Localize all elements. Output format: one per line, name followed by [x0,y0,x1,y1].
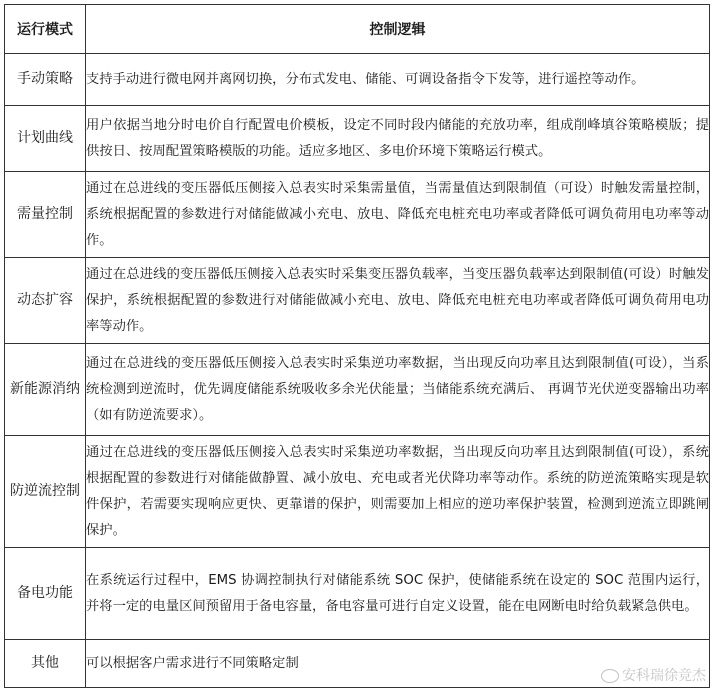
table-row [5,344,710,436]
mode-manual: 手动策略 [5,54,86,106]
mode-renewable: 新能源消纳 [5,344,86,436]
logic-anti-backflow: 通过在总进线的变压器低压侧接入总表实时采集逆功率数据，当出现反向功率且达到限制值(可设），系统根据配置的参数进行对储能做静置、减小放电、充电或者光伏降功率等动作。系统的防逆流策略实现是软件保护，若需要实现响应更快、更靠谱的保护，则需要加上相应的逆功率保护装置，检测到逆流立即跳闸保护。 [86,436,710,548]
mode-anti-backflow: 防逆流控制 [5,436,86,548]
watermark [601,665,706,685]
table-row [5,106,710,172]
logic-backup: 在系统运行过程中，EMS 协调控制执行对储能系统 SOC 保护，使储能系统在设定的 SOC 范围内运行，并将一定的电量区间预留用于备电容量，备电容量可进行自定义设置，能在电网断电时给负载紧急供电。 [86,548,710,640]
logic-renewable: 通过在总进线的变压器低压侧接入总表实时采集逆功率数据，当出现反向功率且达到限制值(可设），当系统检测到逆流时，优先调度储能系统吸收多余光伏能量；当储能系统充满后、 再调节光伏逆变器输出功率（如有防逆流要求）。 [86,344,710,436]
mode-schedule: 计划曲线 [5,106,86,172]
logic-manual: 支持手动进行微电网并离网切换，分布式发电、储能、可调设备指令下发等，进行遥控等动作。 [86,54,710,106]
table-row [5,258,710,344]
table-row [5,54,710,106]
table-header-row [5,5,710,54]
table-row [5,436,710,548]
mode-expansion: 动态扩容 [5,258,86,344]
table-row [5,172,710,258]
strategy-table [4,4,710,688]
mode-demand: 需量控制 [5,172,86,258]
watermark-text: 安科瑞徐竞杰 [622,668,706,684]
header-mode: 运行模式 [5,5,86,54]
table-row [5,548,710,640]
header-logic: 控制逻辑 [86,5,710,54]
logic-expansion: 通过在总进线的变压器低压侧接入总表实时采集变压器负载率，当变压器负载率达到限制值(可设）时触发保护，系统根据配置的参数进行对储能做减小充电、放电、降低充电桩充电功率或者降低可调负荷用电功率等动作。 [86,258,710,344]
logic-other: 可以根据客户需求进行不同策略定制 [86,640,710,688]
weibo-icon [601,669,619,683]
mode-other: 其他 [5,640,86,688]
logic-demand: 通过在总进线的变压器低压侧接入总表实时采集需量值，当需量值达到限制值（可设）时触发需量控制，系统根据配置的参数进行对储能做减小充电、放电、降低充电桩充电功率或者降低可调负荷用电功率等动作。 [86,172,710,258]
logic-schedule: 用户依据当地分时电价自行配置电价模板，设定不同时段内储能的充放功率，组成削峰填谷策略模版；提供按日、按周配置策略模版的功能。适应多地区、多电价环境下策略运行模式。 [86,106,710,172]
mode-backup: 备电功能 [5,548,86,640]
